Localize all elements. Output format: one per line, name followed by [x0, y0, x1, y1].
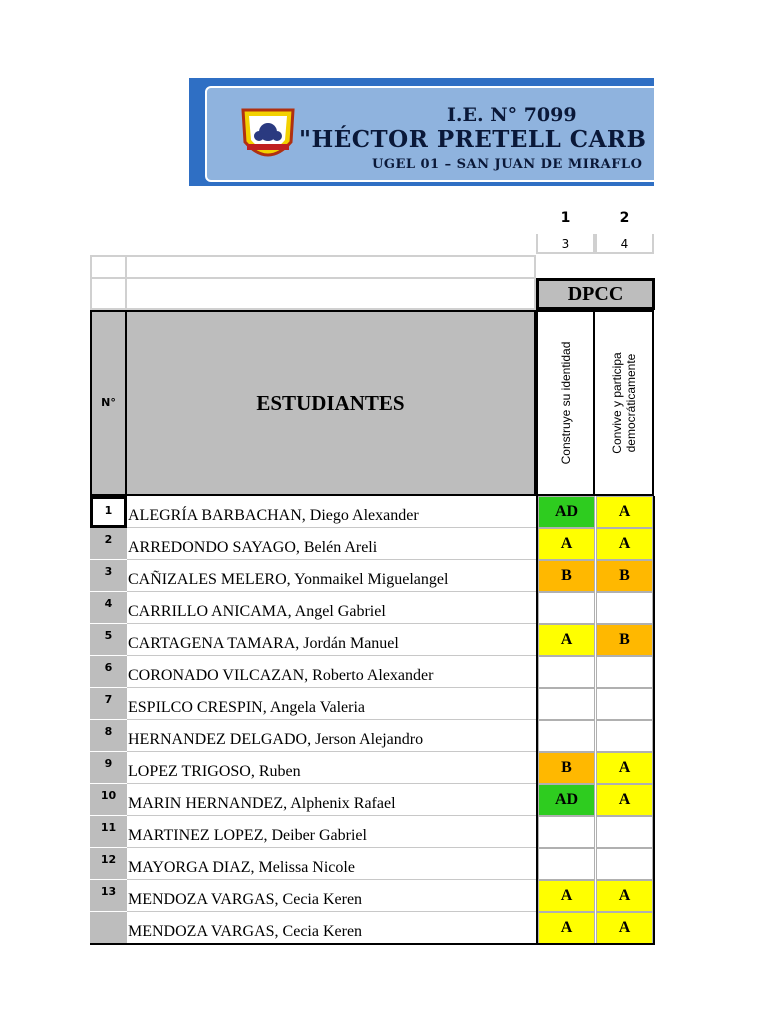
empty-cell — [127, 278, 536, 310]
grade-cell-1[interactable] — [538, 848, 595, 880]
row-number[interactable]: 7 — [90, 688, 127, 720]
column-subnumber-1: 3 — [536, 234, 595, 254]
competency-label-2: Convive y participa democráticamente — [609, 352, 638, 454]
row-number[interactable]: 6 — [90, 656, 127, 688]
grade-cell-2[interactable]: A — [596, 752, 653, 784]
grade-cell-2[interactable]: A — [596, 496, 653, 528]
students-header: ESTUDIANTES — [127, 310, 536, 496]
student-name[interactable]: ARREDONDO SAYAGO, Belén Areli — [127, 528, 536, 560]
grade-cell-1[interactable]: A — [538, 528, 595, 560]
empty-cell — [90, 255, 127, 279]
grade-cell-1[interactable] — [538, 592, 595, 624]
student-name[interactable]: MARTINEZ LOPEZ, Deiber Gabriel — [127, 816, 536, 848]
student-name[interactable]: CAÑIZALES MELERO, Yonmaikel Miguelangel — [127, 560, 536, 592]
column-number-1: 1 — [560, 210, 571, 226]
grade-cell-2[interactable] — [596, 848, 653, 880]
grade-cell-2[interactable] — [596, 592, 653, 624]
grade-cell-1[interactable]: A — [538, 624, 595, 656]
student-name[interactable]: ALEGRÍA BARBACHAN, Diego Alexander — [127, 496, 536, 528]
school-crest-icon — [239, 106, 297, 168]
empty-cell — [90, 278, 127, 310]
number-header: N° — [90, 310, 127, 496]
grade-cell-1[interactable] — [538, 688, 595, 720]
row-number[interactable]: 8 — [90, 720, 127, 752]
grade-cell-1[interactable]: AD — [538, 496, 595, 528]
school-name: "HÉCTOR PRETELL CARB — [299, 126, 647, 153]
row-number[interactable]: 2 — [90, 528, 127, 560]
grade-cell-1[interactable]: A — [538, 880, 595, 912]
row-number[interactable]: 9 — [90, 752, 127, 784]
banner-panel — [205, 86, 654, 182]
grade-cell-2[interactable]: A — [596, 912, 653, 944]
grade-cell-1[interactable]: AD — [538, 784, 595, 816]
row-number[interactable] — [90, 912, 127, 944]
grade-cell-2[interactable]: B — [596, 560, 653, 592]
grade-cell-1[interactable] — [538, 816, 595, 848]
student-name[interactable]: CORONADO VILCAZAN, Roberto Alexander — [127, 656, 536, 688]
grade-cell-1[interactable] — [538, 720, 595, 752]
table-bottom-border — [90, 943, 655, 945]
student-name[interactable]: CARTAGENA TAMARA, Jordán Manuel — [127, 624, 536, 656]
grade-cell-2[interactable]: A — [596, 784, 653, 816]
student-name[interactable]: HERNANDEZ DELGADO, Jerson Alejandro — [127, 720, 536, 752]
competency-header-1 — [536, 310, 595, 496]
school-code: I.E. N° 7099 — [447, 104, 577, 126]
grade-cell-2[interactable] — [596, 720, 653, 752]
row-number[interactable]: 4 — [90, 592, 127, 624]
grade-cell-1[interactable]: A — [538, 912, 595, 944]
grade-cell-1[interactable]: B — [538, 752, 595, 784]
grade-cell-1[interactable]: B — [538, 560, 595, 592]
competency-header-2 — [595, 310, 654, 496]
table-divider — [536, 496, 538, 945]
student-name[interactable]: CARRILLO ANICAMA, Angel Gabriel — [127, 592, 536, 624]
empty-cell — [127, 255, 536, 279]
area-header-dpcc: DPCC — [536, 278, 655, 310]
student-name[interactable]: LOPEZ TRIGOSO, Ruben — [127, 752, 536, 784]
grade-cell-1[interactable] — [538, 656, 595, 688]
table-divider — [653, 496, 655, 945]
grade-cell-2[interactable]: B — [596, 624, 653, 656]
column-subnumber-2: 4 — [595, 234, 654, 254]
grade-cell-2[interactable]: A — [596, 528, 653, 560]
grade-cell-2[interactable] — [596, 656, 653, 688]
grade-cell-2[interactable] — [596, 816, 653, 848]
row-number[interactable]: 3 — [90, 560, 127, 592]
row-number[interactable]: 1 — [90, 496, 127, 528]
grade-cell-2[interactable] — [596, 688, 653, 720]
row-number[interactable]: 5 — [90, 624, 127, 656]
grade-cell-2[interactable]: A — [596, 880, 653, 912]
row-number[interactable]: 12 — [90, 848, 127, 880]
student-name[interactable]: MARIN HERNANDEZ, Alphenix Rafael — [127, 784, 536, 816]
row-number[interactable]: 10 — [90, 784, 127, 816]
school-ugel: UGEL 01 – SAN JUAN DE MIRAFLO — [372, 157, 643, 172]
row-number[interactable]: 13 — [90, 880, 127, 912]
student-name[interactable]: MENDOZA VARGAS, Cecia Keren — [127, 912, 536, 944]
column-number-2: 2 — [619, 210, 630, 226]
student-name[interactable]: MAYORGA DIAZ, Melissa Nicole — [127, 848, 536, 880]
school-banner — [189, 78, 654, 186]
row-number[interactable]: 11 — [90, 816, 127, 848]
competency-label-1: Construye su identidad — [558, 341, 573, 465]
student-name[interactable]: ESPILCO CRESPIN, Angela Valeria — [127, 688, 536, 720]
student-name[interactable]: MENDOZA VARGAS, Cecia Keren — [127, 880, 536, 912]
